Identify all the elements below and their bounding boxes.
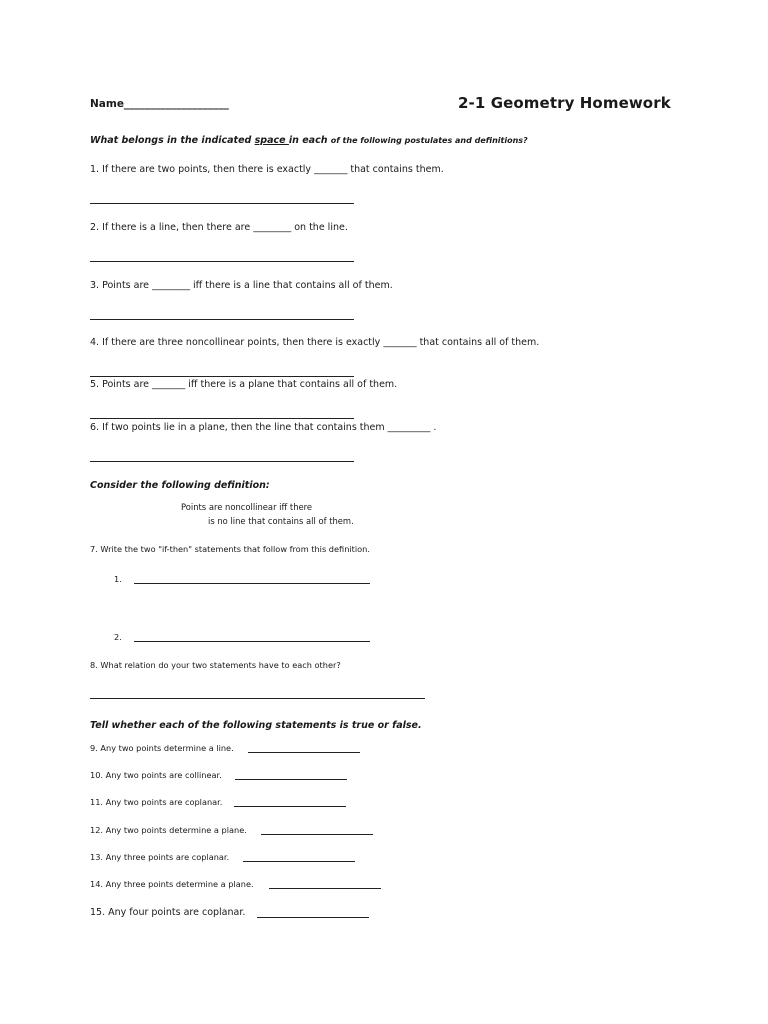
answer-line-9 <box>248 752 360 753</box>
question-7: 7. Write the two "if-then" statements that follow from this definition. <box>90 544 370 554</box>
page-title: 2-1 Geometry Homework <box>458 94 671 112</box>
statement-9: 9. Any two points determine a line. <box>90 743 234 753</box>
answer-line-6 <box>90 461 354 462</box>
question-4: 4. If there are three noncollinear points, then there is exactly _______ that contains all of them. <box>90 337 540 348</box>
instruction-part-a: What belongs in the indicated <box>90 135 255 146</box>
section1-instruction <box>90 135 528 146</box>
answer-line-14 <box>269 888 381 889</box>
statement-number-1: 1. <box>114 574 122 584</box>
answer-line-5 <box>90 418 354 419</box>
question-2: 2. If there is a line, then there are ________ on the line. <box>90 222 348 233</box>
question-8: 8. What relation do your two statements have to each other? <box>90 660 341 670</box>
statement-11: 11. Any two points are coplanar. <box>90 797 223 807</box>
instruction-space-word: space <box>254 135 289 146</box>
statement-number-2: 2. <box>114 632 122 642</box>
question-6: 6. If two points lie in a plane, then the line that contains them _________ . <box>90 422 437 433</box>
answer-line-2 <box>90 261 354 262</box>
answer-line-3 <box>90 319 354 320</box>
answer-line-10 <box>235 779 347 780</box>
statement-10: 10. Any two points are collinear. <box>90 770 222 780</box>
answer-line-13 <box>243 861 355 862</box>
question-1: 1. If there are two points, then there is exactly _______ that contains them. <box>90 164 444 175</box>
answer-line-4 <box>90 376 354 377</box>
question-5: 5. Points are _______ iff there is a plane that contains all of them. <box>90 379 398 390</box>
statement-12: 12. Any two points determine a plane. <box>90 825 247 835</box>
instruction-part-c: of the following postulates and definitions? <box>330 136 528 145</box>
statement-line-1 <box>134 583 370 584</box>
answer-line-15 <box>257 917 369 918</box>
statement-15: 15. Any four points are coplanar. <box>90 907 246 918</box>
section2-heading: Consider the following definition: <box>90 480 270 491</box>
section3-heading: Tell whether each of the following statements is true or false. <box>90 720 422 731</box>
definition-line-2: is no line that contains all of them. <box>208 516 354 526</box>
statement-14: 14. Any three points determine a plane. <box>90 879 254 889</box>
name-field-label: Name____________________ <box>90 98 229 110</box>
statement-line-2 <box>134 641 370 642</box>
answer-line-8 <box>90 698 425 699</box>
answer-line-1 <box>90 203 354 204</box>
statement-13: 13. Any three points are coplanar. <box>90 852 230 862</box>
instruction-part-b: in each <box>288 135 331 146</box>
definition-line-1: Points are noncollinear iff there <box>181 502 313 512</box>
answer-line-11 <box>234 806 346 807</box>
answer-line-12 <box>261 834 373 835</box>
question-3: 3. Points are ________ iff there is a line that contains all of them. <box>90 280 393 291</box>
